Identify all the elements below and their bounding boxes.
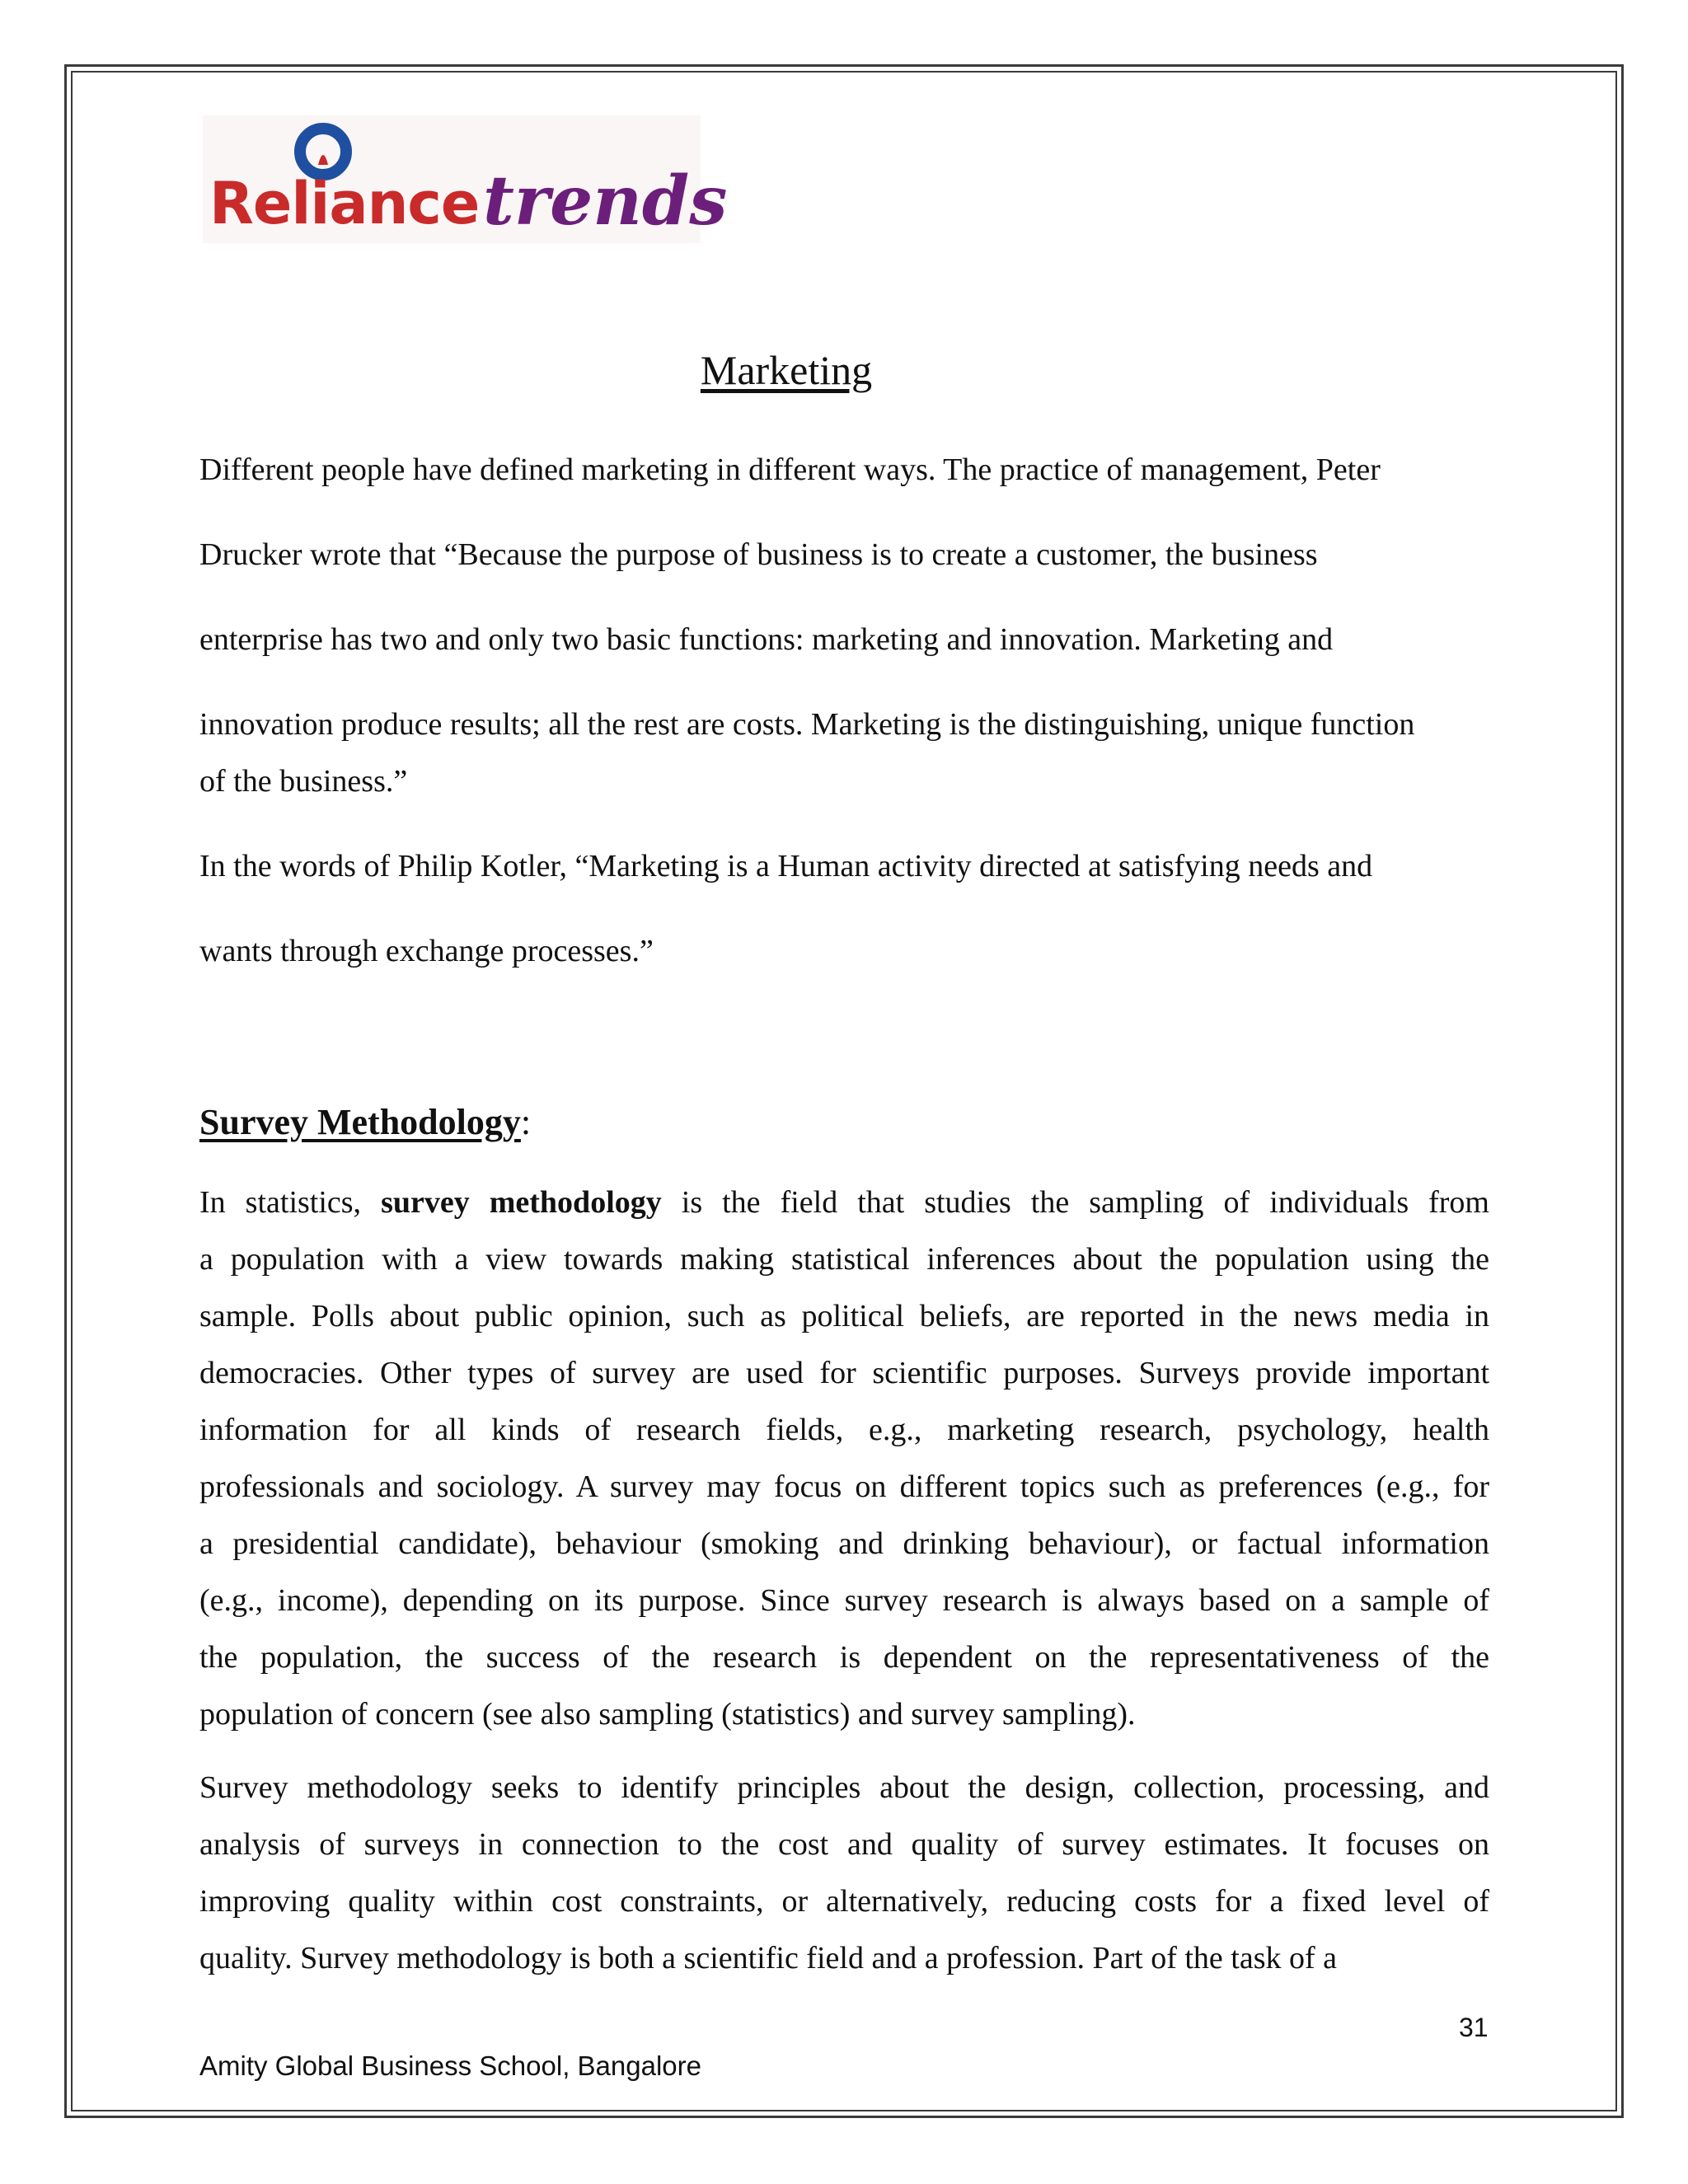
survey-paragraph-line: information for all kinds of research fields, e.g., marketing research, psychology, health bbox=[199, 1413, 1489, 1447]
logo-text-reliance: Reliance bbox=[209, 170, 480, 237]
survey-paragraph-2-line: improving quality within cost constraints, or alternatively, reducing costs for a fixed level of bbox=[199, 1884, 1489, 1919]
survey-paragraph-line: a population with a view towards making statistical inferences about the population using the bbox=[199, 1242, 1489, 1277]
kotler-paragraph-line: wants through exchange processes.” bbox=[199, 934, 654, 968]
page-footer: Amity Global Business School, Bangalore bbox=[199, 2050, 701, 2081]
section-heading-text: Survey Methodology bbox=[199, 1102, 521, 1142]
survey-paragraph-2-line: Survey methodology seeks to identify principles about the design, collection, processing, and bbox=[199, 1770, 1489, 1805]
marketing-paragraph-line: of the business.” bbox=[199, 764, 408, 799]
survey-paragraph-line: population of concern (see also sampling (statistics) and survey sampling). bbox=[199, 1697, 1136, 1732]
marketing-paragraph-line: enterprise has two and only two basic functions: marketing and innovation. Marketing and bbox=[199, 622, 1334, 657]
page-title: Marketing bbox=[700, 347, 873, 393]
survey-paragraph-line: democracies. Other types of survey are used for scientific purposes. Surveys provide important bbox=[199, 1356, 1489, 1390]
survey-paragraph-2-line: quality. Survey methodology is both a scientific field and a profession. Part of the task of a bbox=[199, 1941, 1338, 1975]
survey-first-suffix: is the field that studies the sampling of individuals from bbox=[661, 1185, 1489, 1220]
section-heading bbox=[199, 1101, 531, 1143]
reliance-trends-logo bbox=[203, 115, 728, 243]
survey-paragraph-line: the population, the success of the research is dependent on the representativeness of the bbox=[199, 1640, 1489, 1675]
survey-paragraph-line: a presidential candidate), behaviour (smoking and drinking behaviour), or factual information bbox=[199, 1526, 1489, 1561]
survey-paragraph-line: (e.g., income), depending on its purpose. Since survey research is always based on a sample of bbox=[199, 1583, 1489, 1618]
survey-paragraph-line: professionals and sociology. A survey may focus on different topics such as preferences (e.g., for bbox=[199, 1469, 1489, 1504]
page-number: 31 bbox=[1459, 2013, 1489, 2042]
survey-paragraph-2-line: analysis of surveys in connection to the cost and quality of survey estimates. It focuses on bbox=[199, 1827, 1489, 1862]
survey-first-prefix: In statistics, bbox=[199, 1185, 382, 1220]
section-heading-colon: : bbox=[520, 1102, 532, 1142]
survey-methodology-term: survey methodology bbox=[381, 1185, 662, 1220]
marketing-paragraph-line: Different people have defined marketing in different ways. The practice of management, Peter bbox=[199, 452, 1381, 487]
logo-text-trends: trends bbox=[483, 162, 728, 241]
marketing-paragraph-line: innovation produce results; all the rest are costs. Marketing is the distinguishing, unique function bbox=[199, 707, 1415, 742]
survey-paragraph-line bbox=[199, 1184, 1489, 1221]
marketing-paragraph-line: Drucker wrote that “Because the purpose of business is to create a customer, the business bbox=[199, 537, 1318, 572]
kotler-paragraph-line: In the words of Philip Kotler, “Marketing is a Human activity directed at satisfying needs and bbox=[199, 849, 1373, 883]
survey-paragraph-line: sample. Polls about public opinion, such as political beliefs, are reported in the news media in bbox=[199, 1299, 1489, 1333]
